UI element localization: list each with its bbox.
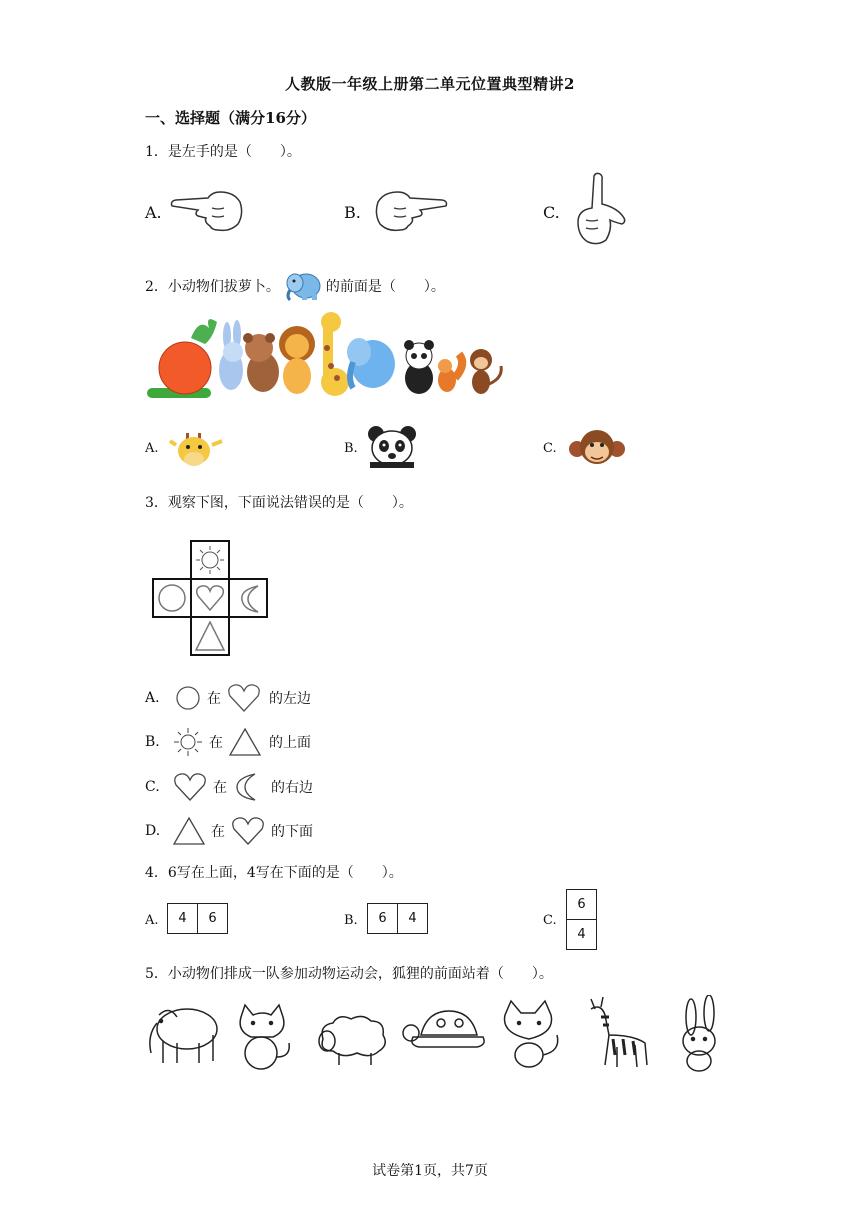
q2-option-c-letter: C. [543,441,557,456]
q2-stem-after: 的前面是（ ）。 [325,279,445,295]
triangle-icon [196,622,224,650]
animal-line-up [143,995,743,1075]
sun-icon [196,546,224,574]
carrot-icon [147,319,217,398]
elephant-icon [150,1009,217,1063]
hand-pointing-left-icon[interactable] [168,186,246,234]
shape-grid-diagram [152,540,272,658]
fox-icon [505,1001,558,1067]
q3-option-b[interactable] [145,727,311,757]
bear-icon [243,333,279,392]
heart-icon [171,772,209,802]
q3-option-b-letter: B. [145,734,160,750]
number-cell: 6 [577,897,586,912]
circle-icon [175,685,201,711]
number-cell: 6 [378,911,387,926]
q4-option-a-box[interactable] [167,903,228,934]
q2-stem-before: 2．小动物们拔萝卜。 [145,279,280,295]
q3-option-d[interactable] [145,816,313,846]
rabbit-icon [683,995,715,1071]
q3-option-d-letter: D. [145,823,161,839]
q1-option-c-letter: C. [543,203,560,222]
hand-pointing-right-icon[interactable] [372,186,450,234]
q3-option-d-mid: 在 [211,824,225,840]
q1-option-a-letter: A. [145,203,162,222]
giraffe-icon [321,312,349,396]
animals-pulling-carrot-scene [147,308,507,404]
page-footer: 试卷第1页，共7页 [372,1163,488,1179]
q3-option-a-tail: 的左边 [269,691,311,707]
q3-option-c-mid: 在 [213,780,227,796]
elephant-icon [282,270,324,302]
q3-option-d-tail: 的下面 [271,824,313,840]
q4-option-b-letter: B. [344,913,358,928]
question-3-stem: 3．观察下图，下面说法错误的是（ ）。 [145,495,413,511]
q3-option-b-mid: 在 [209,735,223,751]
heart-icon [225,683,263,713]
q2-option-a-letter: A. [145,441,159,456]
sun-icon [171,727,205,757]
q3-option-c-letter: C. [145,779,160,795]
triangle-icon [171,816,207,846]
q1-option-b-letter: B. [344,203,361,222]
monkey-icon [470,349,501,394]
number-cell: 6 [197,904,227,933]
cat-icon [240,1005,289,1069]
monkey-icon[interactable] [567,427,627,467]
lion-icon [279,326,315,394]
panda-icon[interactable] [364,424,420,468]
squirrel-icon [438,354,462,392]
question-4-stem: 4．6写在上面，4写在下面的是（ ）。 [145,865,403,881]
q3-option-c[interactable] [145,772,313,802]
q3-option-a-letter: A. [145,690,160,706]
section-heading: 一、选择题（满分16分） [145,109,316,127]
number-cell: 4 [178,911,187,926]
q4-option-a-letter: A. [145,913,159,928]
heart-icon [229,816,267,846]
zebra-icon [591,997,647,1067]
page-title: 人教版一年级上册第二单元位置典型精讲2 [285,75,575,93]
q4-option-c-letter: C. [543,913,557,928]
question-5-stem: 5．小动物们排成一队参加动物运动会，狐狸的前面站着（ ）。 [145,966,553,982]
q3-option-a-mid: 在 [207,691,221,707]
q4-option-c-box[interactable] [566,889,597,950]
q2-option-b-letter: B. [344,441,358,456]
heart-icon [197,586,224,610]
panda-icon [404,340,434,394]
hand-pointing-up-icon[interactable] [570,170,630,248]
q3-option-c-tail: 的右边 [271,780,313,796]
circle-icon [159,585,185,611]
moon-icon [231,772,261,802]
giraffe-icon[interactable] [168,427,224,471]
turtle-icon [403,1011,484,1047]
question-1-stem: 1．是左手的是（ ）。 [145,144,301,160]
triangle-icon [227,727,263,757]
elephant-icon [347,338,395,388]
q3-option-a[interactable] [145,683,311,713]
q4-option-b-box[interactable] [367,903,428,934]
q3-option-b-tail: 的上面 [269,735,311,751]
rabbit-icon [219,320,243,390]
moon-icon [242,586,258,612]
sheep-icon [319,1016,385,1065]
number-cell: 4 [397,904,427,933]
number-cell: 4 [567,919,596,949]
question-2-stem [145,270,445,302]
